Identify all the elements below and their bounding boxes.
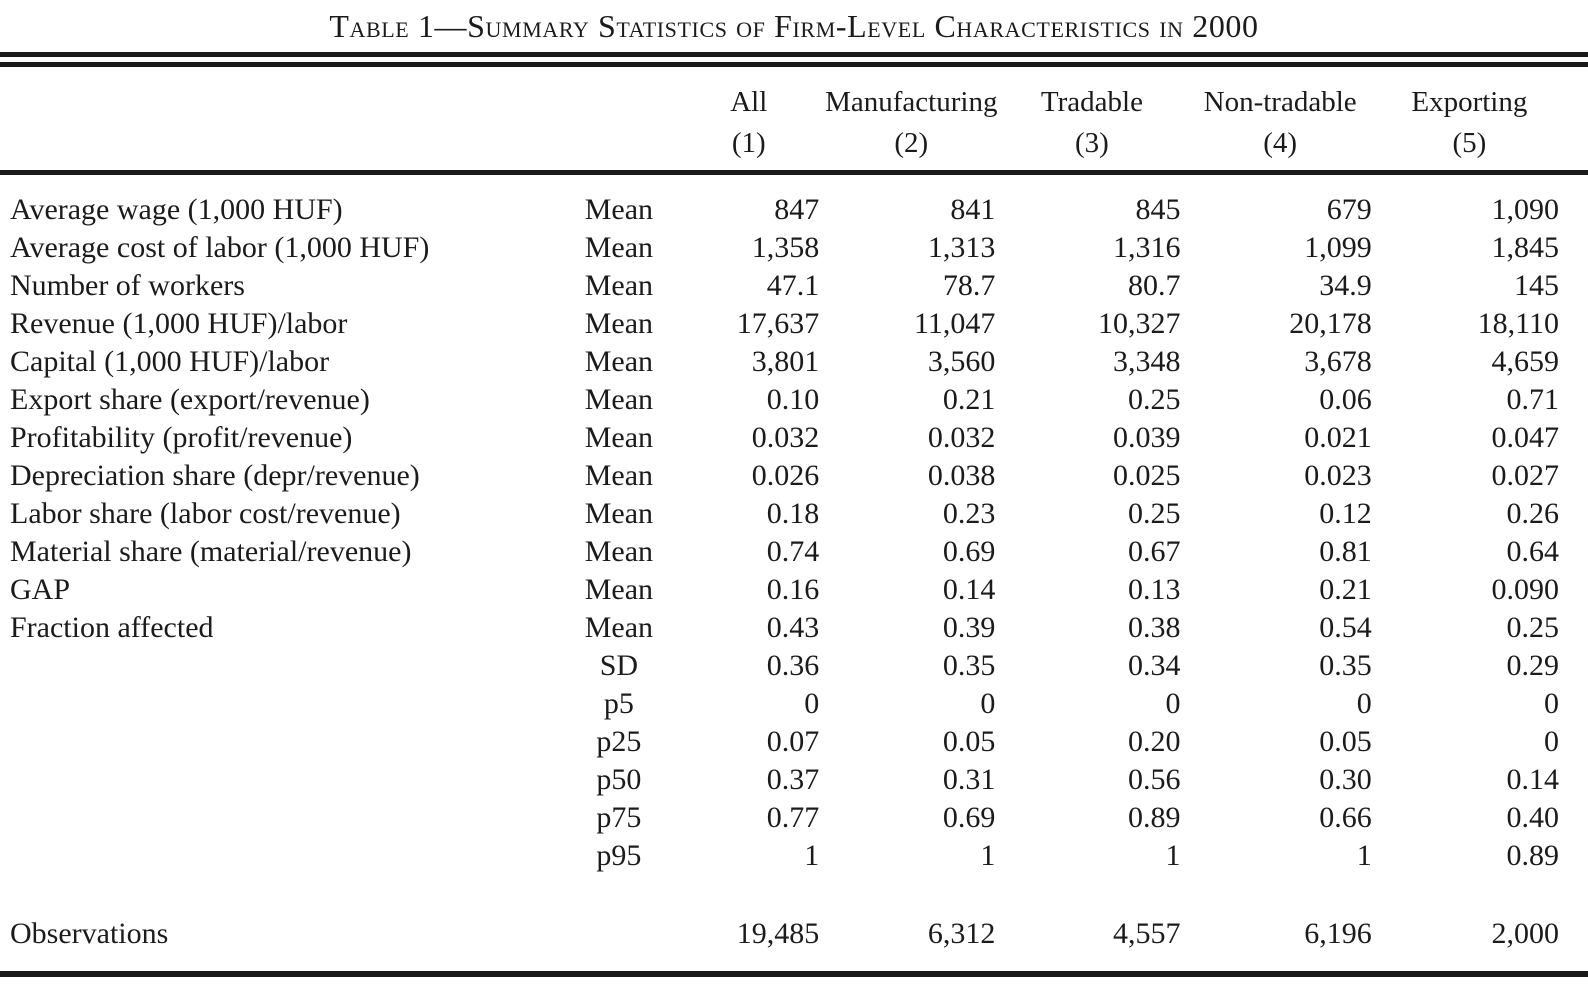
row-label: Number of workers [10, 269, 245, 302]
row-value: 1,099 [1304, 231, 1372, 264]
column-number-5: (5) [1452, 127, 1487, 159]
row-value: 0.56 [1128, 763, 1181, 796]
column-header-manufacturing: Manufacturing [825, 86, 998, 118]
row-value: 4,557 [1113, 917, 1181, 950]
table-header [10, 67, 1563, 178]
row-stat: Mean [584, 573, 654, 606]
column-header-exporting: Exporting [1411, 86, 1528, 118]
top-double-rule-lower [0, 62, 1588, 67]
row-value: 0.37 [766, 763, 820, 796]
row-value: 0.10 [766, 383, 820, 416]
row-value: 0.36 [766, 649, 820, 682]
row-value: 1 [1165, 839, 1181, 872]
row-value: 0.14 [1506, 763, 1559, 796]
row-value: 6,312 [927, 917, 996, 950]
header-spacer-stat [564, 67, 675, 121]
row-value: 0.14 [942, 573, 996, 606]
row-value: 0.18 [766, 497, 820, 530]
spacer-cell [10, 875, 1563, 915]
row-label: Material share (material/revenue) [10, 535, 412, 568]
header-names-row [10, 67, 1563, 121]
row-value: 0.35 [942, 649, 996, 682]
row-value: 145 [1514, 269, 1559, 302]
row-label: Export share (export/revenue) [10, 383, 370, 416]
row-value: 0 [1356, 687, 1372, 720]
row-value: 0.13 [1128, 573, 1181, 606]
row-stat: Mean [584, 421, 654, 454]
table-row [10, 761, 1563, 799]
row-stat [564, 915, 675, 953]
row-value: 1,316 [1113, 231, 1181, 264]
row-value: 0.032 [751, 421, 820, 454]
row-value: 0.23 [942, 497, 996, 530]
row-stat: Mean [584, 611, 654, 644]
table-title: Table 1—Summary Statistics of Firm-Level Characteristics in 2000 [329, 8, 1259, 44]
row-value: 0.025 [1113, 459, 1181, 492]
spacer-row [10, 178, 1563, 191]
row-value: 0.16 [766, 573, 820, 606]
row-value: 0.038 [927, 459, 996, 492]
row-stat: Mean [584, 269, 654, 302]
row-value: 0.039 [1113, 421, 1181, 454]
row-value: 0.25 [1128, 497, 1181, 530]
row-stat: p5 [603, 687, 634, 720]
column-number-2: (2) [894, 127, 929, 159]
table-row [10, 837, 1563, 875]
row-stat: Mean [584, 193, 654, 226]
row-label: GAP [10, 573, 71, 606]
row-value: 0.39 [942, 611, 996, 644]
row-value: 1,358 [751, 231, 820, 264]
column-header-non-tradable: Non-tradable [1203, 86, 1357, 118]
table-row [10, 647, 1563, 685]
row-stat: Mean [584, 345, 654, 378]
row-value: 0.090 [1491, 573, 1559, 606]
table-row [10, 685, 1563, 723]
row-stat: p75 [596, 801, 642, 834]
row-label: Fraction affected [10, 611, 214, 644]
row-value: 845 [1135, 193, 1181, 226]
top-double-rule-upper [0, 52, 1588, 57]
row-value: 0 [804, 687, 820, 720]
row-value: 20,178 [1289, 307, 1372, 340]
row-value: 34.9 [1319, 269, 1372, 302]
row-value: 0.40 [1506, 801, 1559, 834]
row-value: 0 [980, 687, 996, 720]
row-value: 0.05 [1319, 725, 1372, 758]
row-label: Observations [10, 917, 169, 950]
table-row [10, 723, 1563, 761]
row-value: 0.89 [1128, 801, 1181, 834]
row-stat: Mean [584, 497, 654, 530]
spacer-cell [10, 178, 1563, 191]
row-stat: Mean [584, 231, 654, 264]
row-value: 10,327 [1098, 307, 1181, 340]
row-value: 6,196 [1304, 917, 1372, 950]
row-value: 0.21 [1319, 573, 1372, 606]
row-value: 841 [950, 193, 996, 226]
row-value: 0.54 [1319, 611, 1372, 644]
table-row [10, 571, 1563, 609]
row-value: 1 [1356, 839, 1372, 872]
row-value: 0.26 [1506, 497, 1559, 530]
row-value: 0.38 [1128, 611, 1181, 644]
row-value: 1,313 [927, 231, 996, 264]
table-row [10, 305, 1563, 343]
row-value: 0.66 [1319, 801, 1372, 834]
row-value: 0.43 [766, 611, 820, 644]
row-value: 0.027 [1491, 459, 1559, 492]
row-label: Revenue (1,000 HUF)/labor [10, 307, 348, 340]
row-value: 0.25 [1506, 611, 1559, 644]
row-stat: Mean [584, 307, 654, 340]
row-value: 0.69 [942, 801, 996, 834]
spacer-row [10, 875, 1563, 915]
row-stat: Mean [584, 535, 654, 568]
row-label: Depreciation share (depr/revenue) [10, 459, 420, 492]
row-value: 0.07 [766, 725, 820, 758]
row-value: 0.31 [942, 763, 996, 796]
row-value: 11,047 [913, 307, 996, 340]
observations-row [10, 915, 1563, 953]
row-value: 0.35 [1319, 649, 1372, 682]
table-row [10, 495, 1563, 533]
row-value: 847 [774, 193, 820, 226]
row-value: 0.77 [766, 801, 820, 834]
row-value: 4,659 [1491, 345, 1559, 378]
row-value: 0.74 [766, 535, 820, 568]
row-stat: p25 [596, 725, 642, 758]
row-stat: Mean [584, 383, 654, 416]
table-row [10, 419, 1563, 457]
row-value: 0.34 [1128, 649, 1181, 682]
table-row [10, 267, 1563, 305]
column-number-1: (1) [731, 127, 766, 159]
table-row [10, 609, 1563, 647]
row-value: 0 [1544, 687, 1559, 720]
row-stat: Mean [584, 459, 654, 492]
row-value: 0.71 [1506, 383, 1559, 416]
row-label [10, 761, 564, 799]
table-row [10, 533, 1563, 571]
row-value: 78.7 [942, 269, 996, 302]
row-value: 3,560 [927, 345, 996, 378]
row-value: 679 [1326, 193, 1372, 226]
header-rule [0, 170, 1588, 175]
row-label: Profitability (profit/revenue) [10, 421, 353, 454]
row-value: 0.81 [1319, 535, 1372, 568]
row-value: 0.12 [1319, 497, 1372, 530]
row-value: 0.05 [942, 725, 996, 758]
row-value: 0.64 [1506, 535, 1559, 568]
row-stat: p50 [596, 763, 642, 796]
row-value: 80.7 [1128, 269, 1181, 302]
row-value: 0.69 [942, 535, 996, 568]
row-label [10, 647, 564, 685]
table-row [10, 191, 1563, 229]
row-value: 1 [980, 839, 996, 872]
table-row [10, 343, 1563, 381]
row-value: 0.21 [942, 383, 996, 416]
row-value: 1,845 [1491, 231, 1559, 264]
row-value: 1 [804, 839, 820, 872]
row-value: 0.026 [751, 459, 820, 492]
table-footer [10, 875, 1563, 953]
row-value: 17,637 [736, 307, 820, 340]
row-value: 0.30 [1319, 763, 1372, 796]
row-value: 18,110 [1477, 307, 1559, 340]
bottom-rule [0, 971, 1588, 977]
row-label [10, 723, 564, 761]
row-value: 19,485 [736, 917, 820, 950]
row-value: 47.1 [766, 269, 820, 302]
row-label: Average cost of labor (1,000 HUF) [10, 231, 430, 264]
row-value: 1,090 [1491, 193, 1559, 226]
column-number-3: (3) [1075, 127, 1109, 159]
row-label: Average wage (1,000 HUF) [10, 193, 343, 226]
table-row [10, 457, 1563, 495]
row-value: 3,801 [751, 345, 820, 378]
row-value: 0.29 [1506, 649, 1559, 682]
table-row [10, 799, 1563, 837]
row-value: 0.032 [927, 421, 996, 454]
row-value: 0.20 [1128, 725, 1181, 758]
row-value: 3,348 [1113, 345, 1181, 378]
row-value: 3,678 [1304, 345, 1372, 378]
row-value: 0.25 [1128, 383, 1181, 416]
row-value: 0 [1544, 725, 1559, 758]
row-value: 0 [1165, 687, 1181, 720]
row-value: 2,000 [1491, 917, 1559, 950]
row-value: 0.67 [1128, 535, 1181, 568]
row-stat: p95 [596, 839, 642, 872]
row-stat: SD [599, 649, 639, 682]
column-header-all: All [730, 86, 768, 118]
table-row [10, 381, 1563, 419]
row-value: 0.047 [1491, 421, 1559, 454]
column-number-4: (4) [1263, 127, 1298, 159]
column-header-tradable: Tradable [1040, 86, 1143, 118]
row-label: Labor share (labor cost/revenue) [10, 497, 401, 530]
header-spacer-label [10, 67, 564, 121]
summary-table [10, 67, 1563, 953]
row-label: Capital (1,000 HUF)/labor [10, 345, 330, 378]
row-label [10, 685, 564, 723]
row-value: 0.021 [1304, 421, 1372, 454]
row-value: 0.06 [1319, 383, 1372, 416]
row-label [10, 837, 564, 875]
row-value: 0.023 [1304, 459, 1372, 492]
row-value: 0.89 [1506, 839, 1559, 872]
table-row [10, 229, 1563, 267]
table-body [10, 178, 1563, 875]
row-label [10, 799, 564, 837]
